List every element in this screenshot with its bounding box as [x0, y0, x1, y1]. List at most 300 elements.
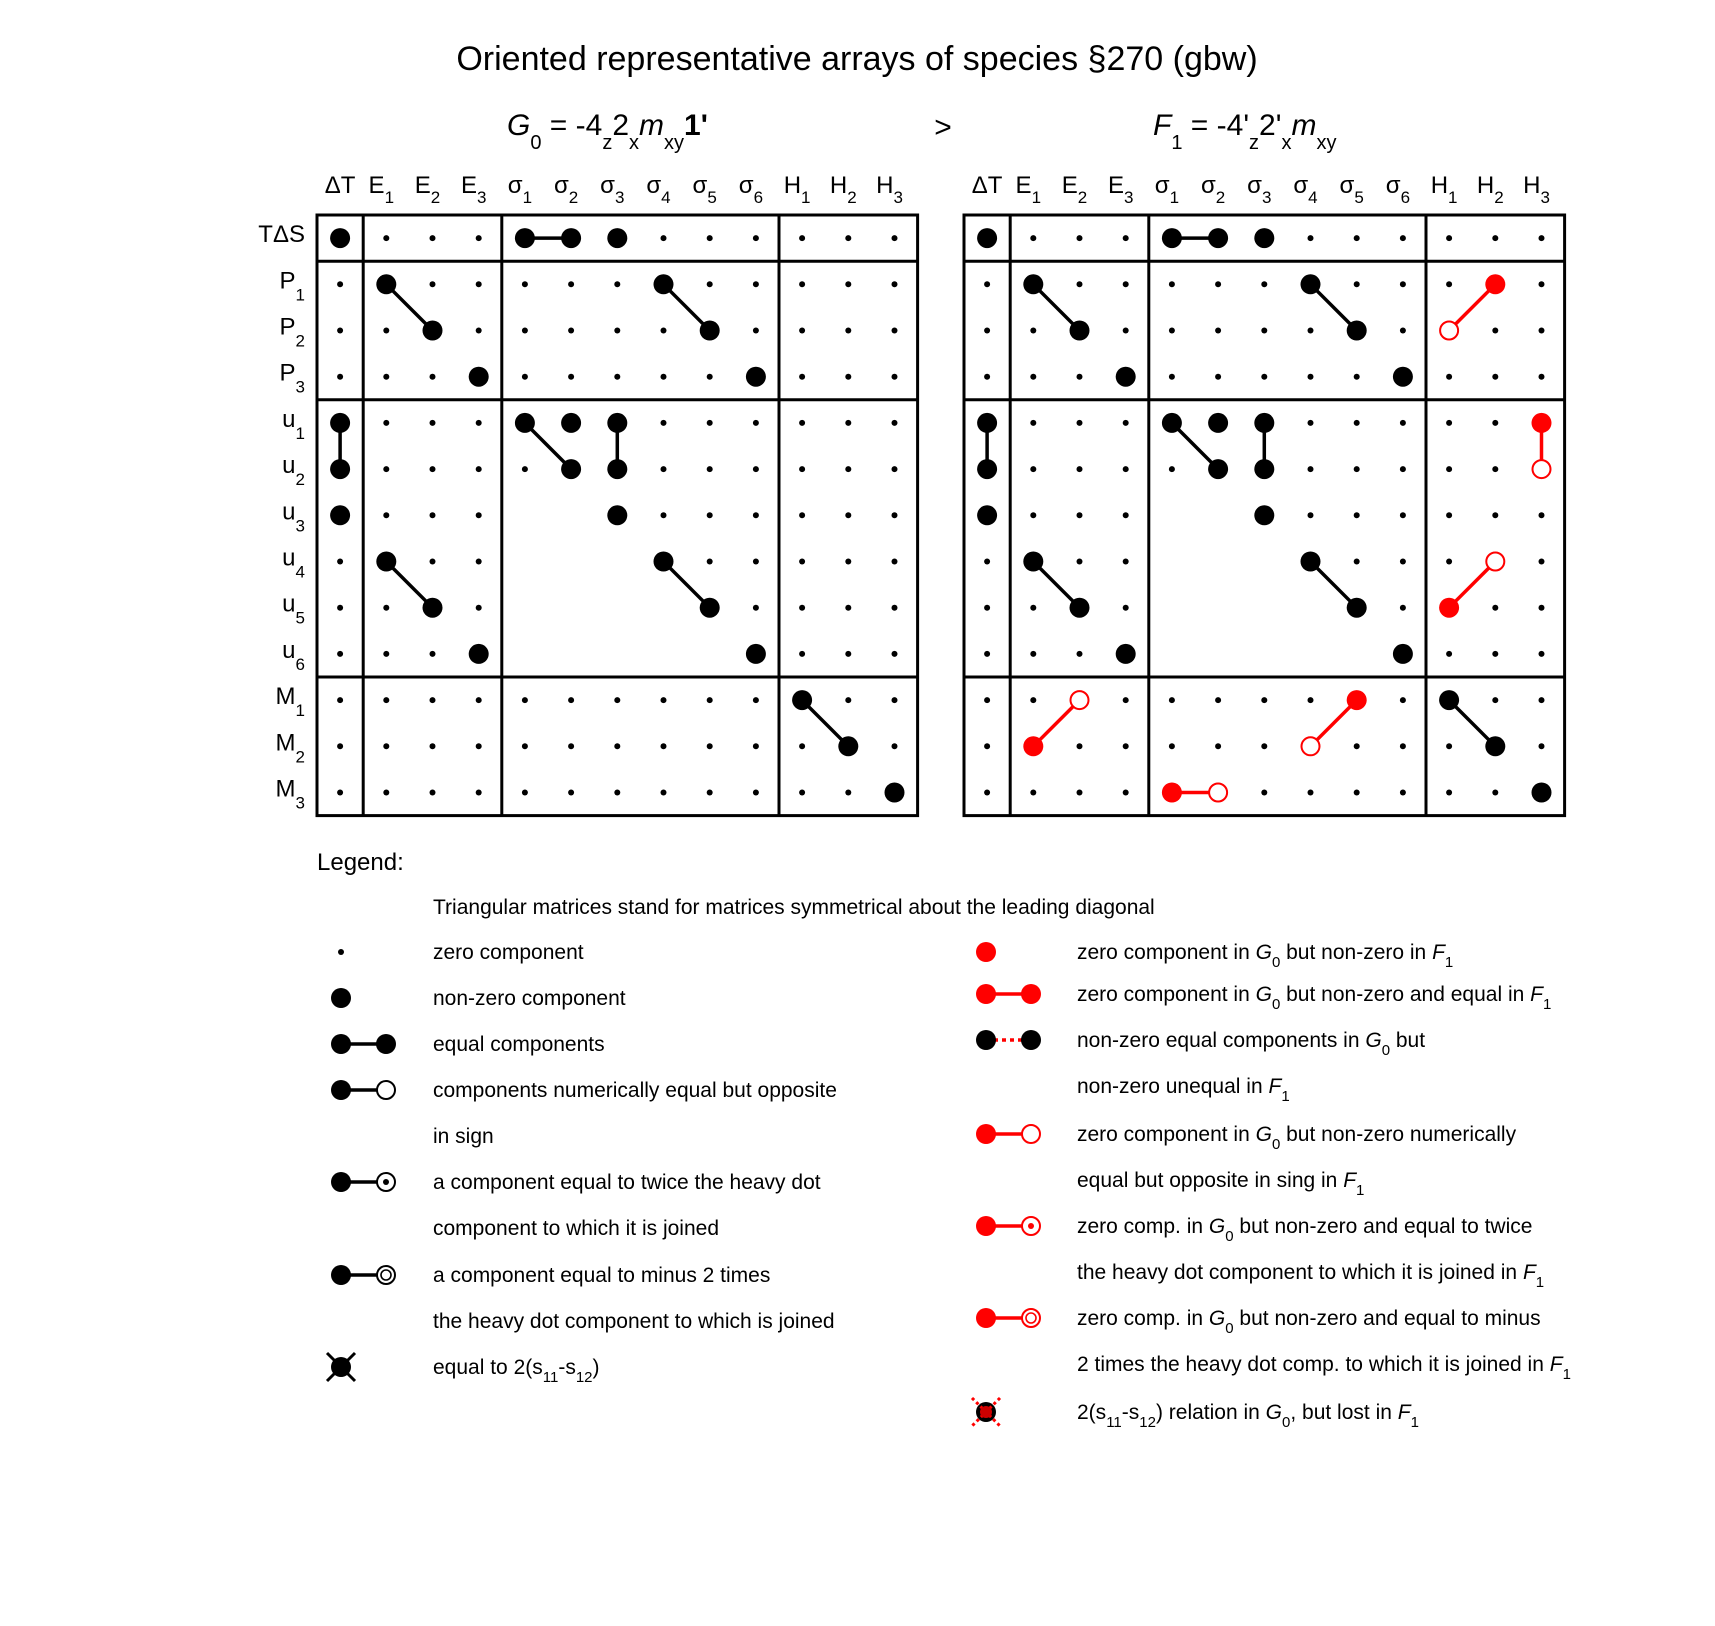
zero-dot [337, 281, 343, 287]
zero-dot [1446, 466, 1452, 472]
zero-dot [845, 651, 851, 657]
zero-dot [845, 235, 851, 241]
zero-dot [661, 374, 667, 380]
zero-dot [337, 559, 343, 565]
nonzero-dot [1162, 783, 1182, 803]
legend-item [331, 987, 626, 1010]
zero-dot [383, 790, 389, 796]
zero-dot [337, 697, 343, 703]
nonzero-dot [607, 459, 627, 479]
nonzero-dot [561, 413, 581, 433]
zero-dot [799, 281, 805, 287]
zero-dot [707, 790, 713, 796]
zero-dot [892, 374, 898, 380]
zero-dot [1354, 420, 1360, 426]
zero-dot [337, 651, 343, 657]
zero-dot [383, 697, 389, 703]
nonzero-dot [746, 367, 766, 387]
zero-dot [430, 512, 436, 518]
legend-symbol-opposite [331, 1080, 395, 1100]
zero-dot [799, 605, 805, 611]
nonzero-dot [1301, 552, 1321, 572]
legend-symbol-dotted [976, 1030, 1041, 1050]
legend-text: non-zero component [433, 987, 626, 1010]
right-group-formula: $F_1 = -4'_z2'_xm_{xy}$ [1153, 109, 1337, 154]
zero-dot [1539, 559, 1545, 565]
row-header: $M_3$ [275, 775, 305, 813]
zero-dot [1400, 559, 1406, 565]
zero-dot [892, 605, 898, 611]
left-matrix [258, 172, 917, 816]
zero-dot [1077, 512, 1083, 518]
nonzero-dot [330, 505, 350, 525]
zero-dot [799, 374, 805, 380]
nonzero-dot [376, 274, 396, 294]
nonzero-dot [1162, 413, 1182, 433]
zero-dot [383, 466, 389, 472]
zero-dot [707, 466, 713, 472]
zero-dot [753, 512, 759, 518]
nonzero-dot [1254, 228, 1274, 248]
zero-dot [337, 605, 343, 611]
column-header: $\sigma_6$ [1385, 172, 1411, 207]
nonzero-dot [654, 274, 674, 294]
zero-dot [476, 512, 482, 518]
zero-dot [984, 605, 990, 611]
zero-dot [845, 605, 851, 611]
zero-dot [476, 697, 482, 703]
column-header: $\sigma_4$ [646, 172, 671, 207]
nonzero-dot [330, 459, 350, 479]
zero-dot [614, 697, 620, 703]
zero-dot [661, 328, 667, 334]
zero-dot [661, 790, 667, 796]
zero-dot [476, 743, 482, 749]
nonzero-dot [1023, 274, 1043, 294]
zero-dot [1077, 466, 1083, 472]
opposite-dot [1440, 322, 1458, 340]
zero-dot [1308, 790, 1314, 796]
zero-dot [1492, 420, 1498, 426]
zero-dot [753, 790, 759, 796]
opposite-dot [1209, 784, 1227, 802]
legend-text: zero comp. in $G_0$ but non-zero and equal to twice [1077, 1215, 1533, 1245]
zero-dot [753, 743, 759, 749]
zero-dot [1400, 328, 1406, 334]
zero-dot [892, 328, 898, 334]
zero-dot [1261, 328, 1267, 334]
zero-dot [799, 466, 805, 472]
column-header: $\sigma_2$ [1200, 172, 1226, 207]
zero-dot [383, 374, 389, 380]
zero-dot [1030, 605, 1036, 611]
zero-dot [1492, 328, 1498, 334]
row-header: TΔS [258, 221, 305, 249]
nonzero-dot [700, 598, 720, 618]
nonzero-dot [607, 413, 627, 433]
zero-dot [753, 559, 759, 565]
legend-text: 2 times the heavy dot comp. to which it is joined in $F_1$ [1077, 1353, 1571, 1383]
nonzero-dot [330, 413, 350, 433]
zero-dot [568, 697, 574, 703]
zero-dot [1308, 420, 1314, 426]
legend-text: zero component in $G_0$ but non-zero numerically [1077, 1123, 1517, 1153]
zero-dot [568, 281, 574, 287]
nonzero-dot [376, 552, 396, 572]
zero-dot [707, 420, 713, 426]
zero-dot [614, 328, 620, 334]
nonzero-dot [1162, 228, 1182, 248]
zero-dot [1261, 697, 1267, 703]
legend-item [331, 1033, 605, 1056]
zero-dot [476, 328, 482, 334]
legend-item [331, 1171, 821, 1240]
column-header: $H_3$ [876, 172, 903, 207]
column-header: $E_1$ [368, 172, 395, 207]
zero-dot [383, 512, 389, 518]
zero-dot [522, 374, 528, 380]
zero-dot [1492, 466, 1498, 472]
zero-dot [1354, 512, 1360, 518]
zero-dot [430, 281, 436, 287]
legend-item [976, 1215, 1544, 1291]
zero-dot [707, 374, 713, 380]
zero-dot [476, 420, 482, 426]
zero-dot [1123, 420, 1129, 426]
nonzero-dot [607, 228, 627, 248]
zero-dot [568, 328, 574, 334]
nonzero-dot [1347, 690, 1367, 710]
row-header: $u_6$ [282, 636, 305, 674]
zero-dot [1261, 374, 1267, 380]
zero-dot [1400, 235, 1406, 241]
zero-dot [476, 281, 482, 287]
zero-dot [845, 512, 851, 518]
legend-item [327, 1353, 600, 1386]
zero-dot [1539, 374, 1545, 380]
zero-dot [522, 466, 528, 472]
legend-symbol-minus2 [331, 1265, 395, 1285]
column-header: $\sigma_3$ [600, 172, 625, 207]
legend-text: zero component in $G_0$ but non-zero and equal in $F_1$ [1077, 983, 1552, 1013]
nonzero-dot [1347, 598, 1367, 618]
zero-dot [1308, 328, 1314, 334]
zero-dot [1354, 466, 1360, 472]
row-header: $P_3$ [279, 359, 305, 397]
zero-dot [1123, 697, 1129, 703]
zero-dot [1123, 605, 1129, 611]
zero-dot [707, 743, 713, 749]
column-header: $H_2$ [829, 172, 857, 207]
zero-dot [1400, 420, 1406, 426]
row-header: $u_5$ [282, 590, 305, 628]
legend-symbol-red-twice [976, 1216, 1040, 1236]
zero-dot [1539, 512, 1545, 518]
nonzero-dot [330, 228, 350, 248]
zero-dot [1169, 466, 1175, 472]
zero-dot [1215, 743, 1221, 749]
zero-dot [1400, 697, 1406, 703]
legend-item [331, 1264, 835, 1333]
nonzero-dot [423, 598, 443, 618]
nonzero-dot [792, 690, 812, 710]
legend [317, 849, 1571, 1431]
zero-dot [383, 743, 389, 749]
right-matrix [964, 172, 1565, 816]
zero-dot [476, 790, 482, 796]
legend-symbol-red-big [976, 942, 996, 962]
zero-dot [799, 420, 805, 426]
legend-text: zero component [433, 941, 584, 964]
legend-symbol-red-opposite [976, 1124, 1040, 1144]
zero-dot [1492, 235, 1498, 241]
row-header: $M_2$ [275, 729, 305, 767]
zero-dot [1492, 605, 1498, 611]
row-header: $M_1$ [275, 683, 305, 721]
column-header: $H_1$ [1430, 172, 1458, 207]
nonzero-dot [977, 459, 997, 479]
zero-dot [1354, 559, 1360, 565]
nonzero-dot [1208, 459, 1228, 479]
column-header: $H_3$ [1523, 172, 1550, 207]
nonzero-dot [977, 413, 997, 433]
column-header: $E_2$ [1061, 172, 1088, 207]
zero-dot [430, 790, 436, 796]
column-header: $E_1$ [1015, 172, 1042, 207]
nonzero-dot [1023, 552, 1043, 572]
zero-dot [984, 697, 990, 703]
zero-dot [1123, 743, 1129, 749]
zero-dot [476, 605, 482, 611]
zero-dot [1123, 790, 1129, 796]
relation-symbol: > [934, 111, 952, 144]
nonzero-dot [1393, 644, 1413, 664]
nonzero-dot [1070, 321, 1090, 341]
column-header: $E_3$ [1107, 172, 1134, 207]
zero-dot [1077, 790, 1083, 796]
zero-dot [1308, 374, 1314, 380]
zero-dot [1030, 512, 1036, 518]
zero-dot [707, 512, 713, 518]
zero-dot [1215, 374, 1221, 380]
diagram-title: Oriented representative arrays of species §270 (gbw) [456, 40, 1258, 78]
zero-dot [984, 559, 990, 565]
zero-dot [1446, 235, 1452, 241]
zero-dot [753, 328, 759, 334]
zero-dot [430, 697, 436, 703]
zero-dot [476, 559, 482, 565]
legend-item [972, 1398, 1419, 1431]
legend-symbol-small [338, 949, 344, 955]
zero-dot [892, 743, 898, 749]
zero-dot [383, 328, 389, 334]
zero-dot [892, 235, 898, 241]
legend-text: $2(s_{11}-s_{12})$ relation in $G_0$, but lost in $F_1$ [1077, 1401, 1419, 1431]
zero-dot [1030, 235, 1036, 241]
column-header: $\sigma_6$ [738, 172, 764, 207]
column-header: $\sigma_1$ [507, 172, 533, 207]
zero-dot [1215, 328, 1221, 334]
legend-symbol-red-equal [976, 984, 1041, 1004]
legend-symbol-red-cross [972, 1398, 1000, 1426]
zero-dot [568, 743, 574, 749]
legend-heading: Legend: [317, 849, 404, 876]
zero-dot [1030, 328, 1036, 334]
zero-dot [753, 420, 759, 426]
zero-dot [1354, 790, 1360, 796]
zero-dot [799, 651, 805, 657]
zero-dot [522, 743, 528, 749]
zero-dot [383, 605, 389, 611]
zero-dot [1123, 512, 1129, 518]
zero-dot [661, 420, 667, 426]
legend-note: Triangular matrices stand for matrices symmetrical about the leading diagonal [433, 896, 1155, 919]
zero-dot [707, 281, 713, 287]
zero-dot [1492, 697, 1498, 703]
legend-symbol-twice [331, 1172, 395, 1192]
nonzero-dot [1439, 598, 1459, 618]
nonzero-dot [1208, 413, 1228, 433]
zero-dot [799, 328, 805, 334]
nonzero-dot [1301, 274, 1321, 294]
zero-dot [1446, 420, 1452, 426]
zero-dot [1030, 651, 1036, 657]
zero-dot [614, 281, 620, 287]
legend-text: a component equal to twice the heavy dot [433, 1171, 821, 1194]
column-header: $\sigma_2$ [553, 172, 579, 207]
zero-dot [845, 790, 851, 796]
zero-dot [984, 651, 990, 657]
legend-text: in sign [433, 1125, 494, 1148]
zero-dot [1077, 374, 1083, 380]
zero-dot [753, 466, 759, 472]
zero-dot [661, 466, 667, 472]
column-header: ΔT [971, 172, 1003, 199]
nonzero-dot [746, 644, 766, 664]
legend-symbol-equal [331, 1034, 396, 1054]
opposite-dot [1302, 737, 1320, 755]
zero-dot [1123, 559, 1129, 565]
zero-dot [845, 281, 851, 287]
zero-dot [892, 697, 898, 703]
nonzero-dot [1254, 459, 1274, 479]
zero-dot [892, 512, 898, 518]
zero-dot [1030, 374, 1036, 380]
nonzero-dot [1532, 413, 1552, 433]
legend-text: component to which it is joined [433, 1217, 719, 1240]
zero-dot [753, 281, 759, 287]
zero-dot [1492, 374, 1498, 380]
legend-item [976, 1123, 1517, 1199]
nonzero-dot [1254, 413, 1274, 433]
zero-dot [1030, 420, 1036, 426]
nonzero-dot [1254, 505, 1274, 525]
zero-dot [1446, 281, 1452, 287]
zero-dot [1308, 466, 1314, 472]
column-header: $\sigma_4$ [1293, 172, 1318, 207]
zero-dot [1215, 281, 1221, 287]
zero-dot [1446, 743, 1452, 749]
legend-text: zero component in $G_0$ but non-zero in $F_1$ [1077, 941, 1454, 971]
zero-dot [1123, 328, 1129, 334]
zero-dot [1077, 559, 1083, 565]
legend-text: a component equal to minus 2 times [433, 1264, 771, 1287]
legend-item [338, 941, 584, 964]
legend-text: equal components [433, 1033, 605, 1056]
zero-dot [707, 697, 713, 703]
zero-dot [1400, 512, 1406, 518]
zero-dot [1539, 328, 1545, 334]
nonzero-dot [423, 321, 443, 341]
nonzero-dot [469, 644, 489, 664]
zero-dot [383, 235, 389, 241]
zero-dot [845, 328, 851, 334]
zero-dot [476, 466, 482, 472]
zero-dot [383, 651, 389, 657]
zero-dot [892, 559, 898, 565]
column-header: $\sigma_5$ [692, 172, 717, 207]
nonzero-dot [977, 228, 997, 248]
zero-dot [337, 374, 343, 380]
nonzero-dot [1116, 644, 1136, 664]
nonzero-dot [515, 228, 535, 248]
zero-dot [1400, 466, 1406, 472]
zero-dot [383, 420, 389, 426]
zero-dot [1400, 281, 1406, 287]
zero-dot [1539, 697, 1545, 703]
zero-dot [522, 328, 528, 334]
zero-dot [430, 374, 436, 380]
zero-dot [568, 790, 574, 796]
zero-dot [1169, 328, 1175, 334]
row-header: $P_2$ [279, 313, 305, 351]
zero-dot [1354, 281, 1360, 287]
nonzero-dot [838, 736, 858, 756]
zero-dot [799, 512, 805, 518]
zero-dot [984, 374, 990, 380]
nonzero-dot [1116, 367, 1136, 387]
zero-dot [1308, 235, 1314, 241]
nonzero-dot [654, 552, 674, 572]
left-group-formula: $G_0 = -4_z2_xm_{xy}1'$ [507, 109, 708, 154]
zero-dot [799, 743, 805, 749]
zero-dot [1077, 235, 1083, 241]
column-header: $E_3$ [460, 172, 487, 207]
opposite-dot [1533, 460, 1551, 478]
nonzero-dot [885, 783, 905, 803]
legend-text: non-zero unequal in $F_1$ [1077, 1075, 1290, 1105]
legend-item [976, 1029, 1425, 1105]
zero-dot [522, 281, 528, 287]
zero-dot [1539, 281, 1545, 287]
zero-dot [1539, 605, 1545, 611]
legend-item [976, 941, 1453, 971]
zero-dot [753, 697, 759, 703]
opposite-dot [1486, 553, 1504, 571]
nonzero-dot [700, 321, 720, 341]
row-header: $u_3$ [282, 498, 305, 536]
nonzero-dot [1439, 690, 1459, 710]
zero-dot [1169, 281, 1175, 287]
zero-dot [1169, 697, 1175, 703]
nonzero-dot [1532, 783, 1552, 803]
zero-dot [845, 374, 851, 380]
zero-dot [337, 328, 343, 334]
zero-dot [984, 281, 990, 287]
legend-text: the heavy dot component to which it is joined in $F_1$ [1077, 1261, 1545, 1291]
zero-dot [430, 466, 436, 472]
nonzero-dot [515, 413, 535, 433]
